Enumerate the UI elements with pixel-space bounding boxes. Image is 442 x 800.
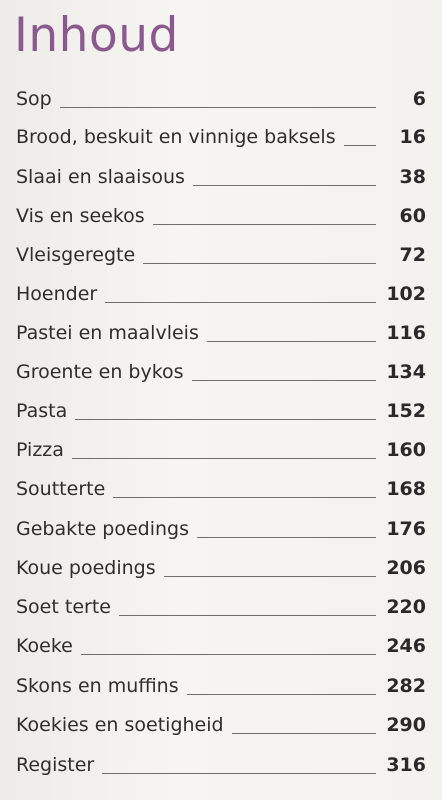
- toc-leader-line: [344, 145, 376, 146]
- toc-page-number: 60: [399, 205, 426, 227]
- toc-entry[interactable]: [16, 752, 426, 780]
- toc-leader-line: [207, 341, 376, 342]
- toc-entry[interactable]: [16, 594, 426, 622]
- toc-entry[interactable]: [16, 242, 426, 270]
- toc-page-number: 206: [386, 557, 426, 579]
- toc-entry-title: Pastei en maalvleis: [16, 322, 199, 344]
- toc-page-number: 16: [399, 126, 426, 148]
- toc-entry-title: Pizza: [16, 439, 64, 461]
- toc-leader-line: [187, 694, 376, 695]
- toc-entry[interactable]: [16, 86, 426, 114]
- toc-page-number: 152: [386, 400, 426, 422]
- toc-entry[interactable]: [16, 673, 426, 701]
- toc-leader-line: [105, 302, 376, 303]
- toc-entry[interactable]: [16, 124, 426, 152]
- toc-page-number: 6: [412, 88, 426, 110]
- toc-entry[interactable]: [16, 516, 426, 544]
- toc-page-number: 316: [386, 754, 426, 776]
- toc-leader-line: [232, 733, 376, 734]
- toc-entry-title: Soutterte: [16, 478, 106, 500]
- toc-entry-title: Soet terte: [16, 596, 111, 618]
- toc-page-number: 116: [386, 322, 426, 344]
- toc-entry-title: Vleisgeregte: [16, 244, 136, 266]
- toc-page-number: 246: [386, 635, 426, 657]
- toc-entry[interactable]: [16, 320, 426, 348]
- toc-page-number: 72: [399, 244, 426, 266]
- toc-page-number: 160: [386, 439, 426, 461]
- toc-leader-line: [60, 107, 376, 108]
- toc-entry-title: Gebakte poedings: [16, 518, 190, 540]
- toc-entry-title: Pasta: [16, 400, 68, 422]
- toc-entry-title: Groente en bykos: [16, 361, 184, 383]
- toc-entry[interactable]: [16, 712, 426, 740]
- toc-entry-title: Register: [16, 754, 95, 776]
- toc-leader-line: [72, 458, 376, 459]
- page-title: Inhoud: [14, 8, 179, 63]
- toc-entry-title: Hoender: [16, 283, 98, 305]
- toc-leader-line: [153, 224, 376, 225]
- toc-leader-line: [164, 576, 376, 577]
- toc-entry[interactable]: [16, 555, 426, 583]
- toc-page-number: 176: [386, 518, 426, 540]
- toc-entry-title: Skons en muffins: [16, 675, 179, 697]
- toc-page-number: 38: [399, 166, 426, 188]
- toc-entry-title: Sop: [16, 88, 52, 110]
- toc-page-number: 134: [386, 361, 426, 383]
- toc-leader-line: [143, 263, 376, 264]
- toc-entry[interactable]: [16, 359, 426, 387]
- toc-page-number: 220: [386, 596, 426, 618]
- toc-leader-line: [192, 380, 376, 381]
- toc-entry-title: Brood, beskuit en vinnige baksels: [16, 126, 336, 148]
- toc-leader-line: [75, 419, 376, 420]
- toc-leader-line: [193, 185, 376, 186]
- toc-leader-line: [102, 773, 376, 774]
- toc-entry[interactable]: [16, 633, 426, 661]
- toc-page-number: 168: [386, 478, 426, 500]
- toc-entry[interactable]: [16, 203, 426, 231]
- toc-leader-line: [197, 537, 376, 538]
- toc-entry[interactable]: [16, 476, 426, 504]
- toc-leader-line: [113, 497, 376, 498]
- toc-entry-title: Koeke: [16, 635, 73, 657]
- toc-entry[interactable]: [16, 164, 426, 192]
- toc-entry[interactable]: [16, 281, 426, 309]
- toc-leader-line: [119, 615, 376, 616]
- toc-entry-title: Koue poedings: [16, 557, 156, 579]
- toc-entry-title: Slaai en slaaisous: [16, 166, 185, 188]
- toc-page-number: 102: [386, 283, 426, 305]
- toc-entry[interactable]: [16, 398, 426, 426]
- toc-leader-line: [81, 654, 376, 655]
- toc-page-number: 282: [386, 675, 426, 697]
- toc-entry[interactable]: [16, 437, 426, 465]
- toc-entry-title: Vis en seekos: [16, 205, 145, 227]
- toc-entry-title: Koekies en soetigheid: [16, 714, 224, 736]
- toc-page-number: 290: [386, 714, 426, 736]
